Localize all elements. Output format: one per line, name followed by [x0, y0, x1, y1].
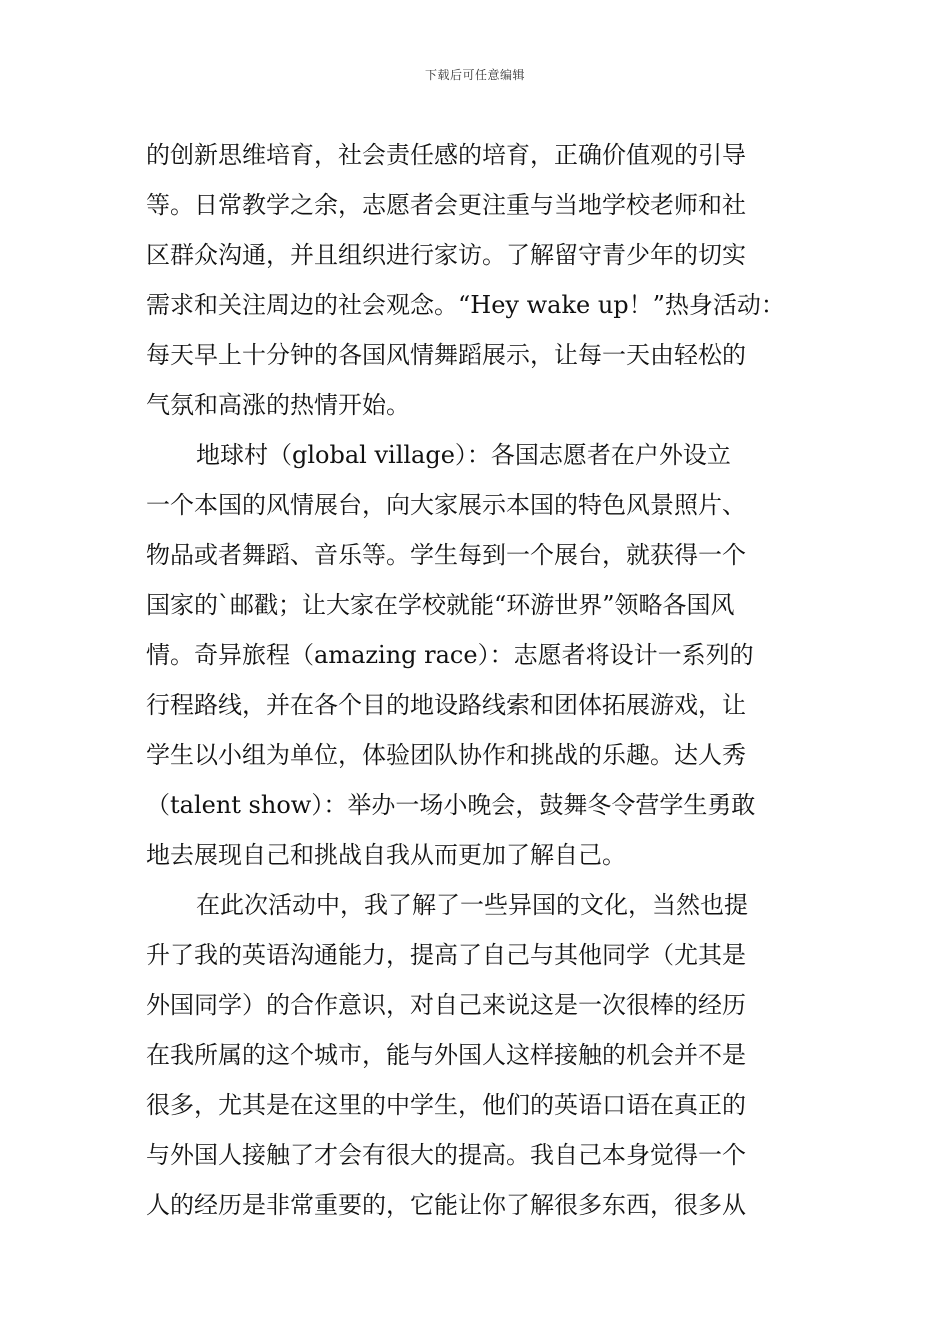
page-header: 下载后可任意编辑 [424, 68, 525, 82]
body-text [146, 130, 810, 1230]
text-line: 很多，尤其是在这里的中学生，他们的英语口语在真正的 [146, 1091, 746, 1119]
text-line: 的创新思维培育，社会责任感的培育，正确价值观的引导 [146, 141, 746, 169]
text-line: 一个本国的风情展台，向大家展示本国的特色风景照片、 [146, 491, 746, 519]
text-line: 等。日常教学之余，志愿者会更注重与当地学校老师和社 [146, 191, 746, 219]
text-line: 外国同学）的合作意识，对自己来说这是一次很棒的经历 [146, 991, 746, 1019]
text-line: 学生以小组为单位，体验团队协作和挑战的乐趣。达人秀 [146, 741, 746, 769]
text-line: 需求和关注周边的社会观念。“Hey wake up！”热身活动： [146, 291, 785, 319]
text-line: 区群众沟通，并且组织进行家访。了解留守青少年的切实 [146, 241, 746, 269]
text-line: 升了我的英语沟通能力，提高了自己与其他同学（尤其是 [146, 941, 746, 969]
text-line: 国家的`邮戳；让大家在学校就能“环游世界”领略各国风 [146, 591, 735, 619]
text-line: 气氛和高涨的热情开始。 [146, 391, 410, 419]
text-line: （talent show）：举办一场小晚会，鼓舞冬令营学生勇敢 [146, 791, 756, 819]
text-line: 地去展现自己和挑战自我从而更加了解自己。 [146, 841, 626, 869]
text-line: 地球村（global village）：各国志愿者在户外设立 [196, 441, 731, 469]
text-line: 情。奇异旅程（amazing race）：志愿者将设计一系列的 [146, 641, 754, 669]
text-line: 在我所属的这个城市，能与外国人这样接触的机会并不是 [146, 1041, 746, 1069]
text-line: 与外国人接触了才会有很大的提高。我自己本身觉得一个 [146, 1141, 746, 1169]
text-line: 行程路线，并在各个目的地设路线索和团体拓展游戏，让 [146, 691, 746, 719]
text-line: 每天早上十分钟的各国风情舞蹈展示，让每一天由轻松的 [146, 341, 746, 369]
text-line: 在此次活动中，我了解了一些异国的文化，当然也提 [196, 891, 748, 919]
text-line: 物品或者舞蹈、音乐等。学生每到一个展台，就获得一个 [146, 541, 746, 569]
text-line: 人的经历是非常重要的，它能让你了解很多东西，很多从 [146, 1191, 746, 1219]
